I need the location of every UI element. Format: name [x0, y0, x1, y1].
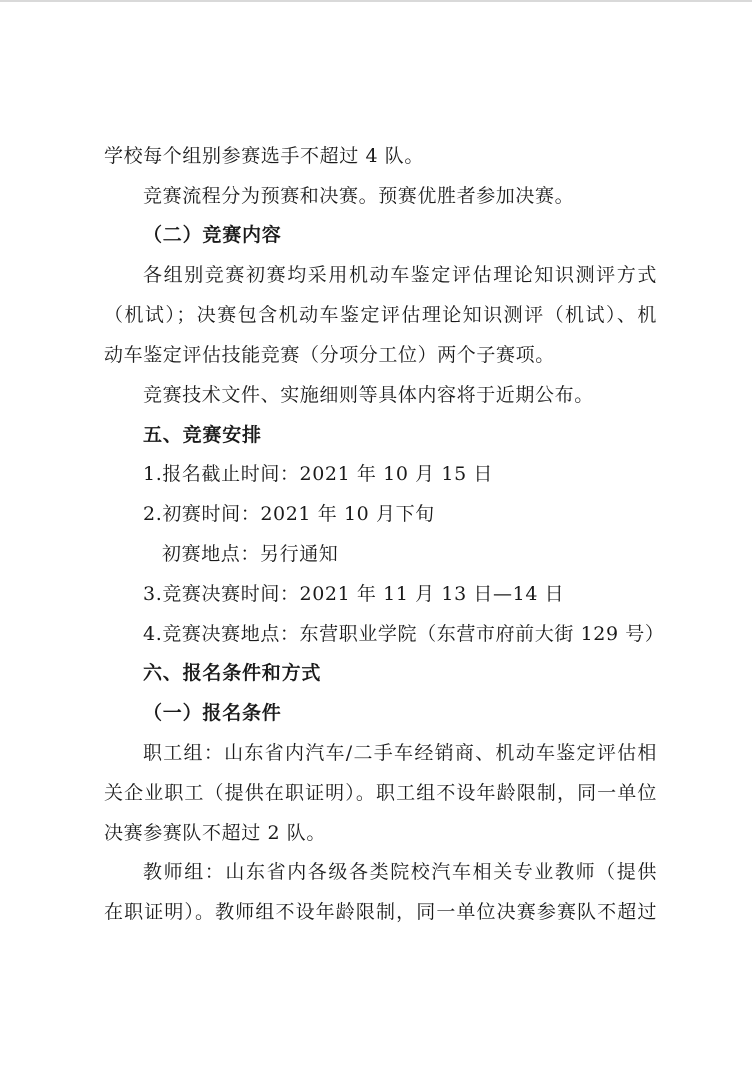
paragraph-line: （机试）；决赛包含机动车鉴定评估理论知识测评（机试）、机 — [104, 304, 657, 326]
paragraph-line: 关企业职工（提供在职证明）。职工组不设年龄限制，同一单位 — [104, 782, 657, 804]
schedule-item: 初赛地点：另行通知 — [162, 543, 339, 565]
paragraph-line: 动车鉴定评估技能竞赛（分项分工位）两个子赛项。 — [104, 344, 555, 366]
paragraph-line: 学校每个组别参赛选手不超过 4 队。 — [104, 145, 424, 167]
paragraph-line: 各组别竞赛初赛均采用机动车鉴定评估理论知识测评方式 — [143, 264, 657, 286]
subsection-heading: （一）报名条件 — [143, 702, 282, 724]
section-heading: 五、竞赛安排 — [143, 424, 262, 446]
schedule-item: 1.报名截止时间：2021 年 10 月 15 日 — [143, 463, 494, 485]
schedule-item: 2.初赛时间：2021 年 10 月下旬 — [143, 503, 435, 525]
schedule-item: 3.竞赛决赛时间：2021 年 11 月 13 日—14 日 — [143, 583, 565, 605]
paragraph-line: 决赛参赛队不超过 2 队。 — [104, 822, 326, 844]
paragraph-line: 竞赛技术文件、实施细则等具体内容将于近期公布。 — [143, 384, 594, 406]
paragraph-line: 竞赛流程分为预赛和决赛。预赛优胜者参加决赛。 — [143, 185, 575, 207]
paragraph-line: 教师组：山东省内各级各类院校汽车相关专业教师（提供 — [143, 861, 657, 883]
paragraph-line: 职工组：山东省内汽车/二手车经销商、机动车鉴定评估相 — [143, 742, 657, 764]
section-heading: 六、报名条件和方式 — [143, 662, 322, 684]
schedule-item: 4.竞赛决赛地点：东营职业学院（东营市府前大街 129 号） — [143, 623, 665, 645]
subsection-heading: （二）竞赛内容 — [143, 224, 282, 246]
paragraph-line: 在职证明）。教师组不设年龄限制，同一单位决赛参赛队不超过 — [104, 901, 657, 923]
